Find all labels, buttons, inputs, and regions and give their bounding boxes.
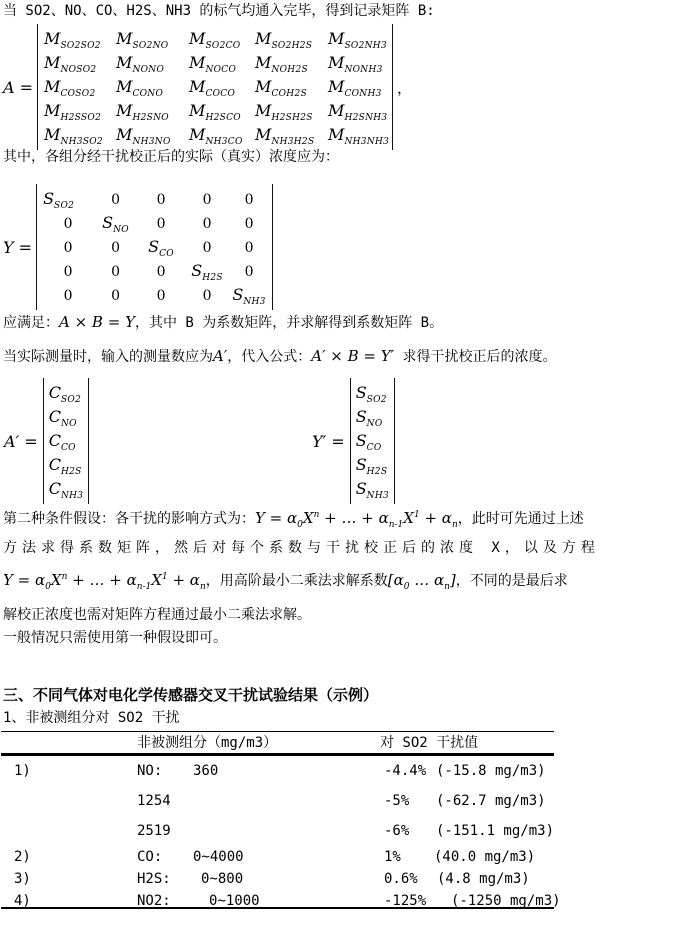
table-header-divider <box>1 753 554 756</box>
matrix-a-comma: ， <box>397 78 413 97</box>
matrix-cell: $M_{H2SNO}$ <box>116 101 169 124</box>
assumption-post2: ，不同的是最后求 <box>455 573 568 589</box>
matrix-cell: 0 <box>244 216 254 232</box>
matrix-cell: $M_{COSO2}$ <box>44 77 96 100</box>
vector-cell: $C_{CO}$ <box>48 431 76 454</box>
matrix-cell: $S_{NO}$ <box>102 213 129 236</box>
matrix-cell: $M_{SO2NO}$ <box>116 29 169 52</box>
paragraph-assumption-line4: 解校正浓度也需对矩阵方程通过最小二乘法求解。 <box>3 607 311 623</box>
condition-post: ，其中 B 为系数矩阵，并求解得到系数矩阵 B。 <box>134 315 444 331</box>
matrix-cell: $M_{NONO}$ <box>116 53 165 76</box>
row-number: 2) <box>14 849 31 865</box>
matrix-cell: $S_{SO2}$ <box>43 189 75 212</box>
measurement-t1: 当实际测量时，输入的测量数应为 <box>3 349 213 365</box>
paragraph-assumption-line1 <box>3 507 584 534</box>
vector-cell: $S_{NH3}$ <box>355 479 390 502</box>
matrix-cell: $M_{NH3SO2}$ <box>44 125 103 148</box>
matrix-y <box>36 184 273 310</box>
matrix-cell: $S_{NH3}$ <box>232 285 266 308</box>
matrix-cell: $M_{SO2H2S}$ <box>255 29 313 52</box>
matrix-cell: 0 <box>156 192 166 208</box>
matrix-cell: $M_{CONH3}$ <box>328 77 382 100</box>
measurement-t2: ，代入公式： <box>227 349 312 365</box>
matrix-cell: 0 <box>63 240 73 256</box>
matrix-cell: $M_{SO2SO2}$ <box>44 29 101 52</box>
matrix-y-block <box>3 184 273 310</box>
matrix-cell: 0 <box>156 264 166 280</box>
vector-cell: $S_{SO2}$ <box>355 383 387 406</box>
formula-coefficients: [$\alpha_0$ … $\alpha_n$] <box>387 571 456 592</box>
paragraph-assumption-line3 <box>3 569 568 596</box>
measurement-t3: 求得干扰校正后的浓度。 <box>394 349 557 365</box>
matrix-cell: $M_{COH2S}$ <box>255 77 307 100</box>
matrix-cell: 0 <box>202 240 212 256</box>
matrix-cell: 0 <box>156 216 166 232</box>
gas-label: NO2: <box>137 893 171 909</box>
matrix-cell: $M_{NOSO2}$ <box>44 53 97 76</box>
vector-y <box>350 378 395 504</box>
vector-cell: $S_{NO}$ <box>355 407 383 430</box>
matrix-cell: $M_{H2SCO}$ <box>189 101 241 124</box>
matrix-a-block <box>3 24 412 150</box>
row-number: 3) <box>14 871 31 887</box>
gas-label: CO: <box>137 849 163 865</box>
paragraph-measurement <box>3 348 556 366</box>
matrix-cell: $M_{CONO}$ <box>116 77 164 100</box>
matrix-cell: $M_{SO2CO}$ <box>189 29 241 52</box>
vector-cell: $S_{CO}$ <box>355 431 382 454</box>
vector-cell: $C_{H2S}$ <box>48 455 82 478</box>
matrix-cell: $S_{H2S}$ <box>191 261 223 284</box>
matrix-cell: 0 <box>63 264 73 280</box>
interference-pct: -6% <box>384 823 410 839</box>
matrix-cell: 0 <box>111 264 121 280</box>
matrix-cell: $M_{COCO}$ <box>189 77 236 100</box>
matrix-cell: 0 <box>244 240 254 256</box>
matrix-a-label: A = <box>3 77 34 97</box>
formula-axb: A × B = Y <box>59 313 135 331</box>
matrix-cell: $M_{SO2NH3}$ <box>328 29 387 52</box>
interference-pct: 1% <box>384 849 401 865</box>
matrix-cell: $M_{NH3H2S}$ <box>255 125 315 148</box>
paragraph-assumption-line2: 方法求得系数矩阵，然后对每个系数与干扰校正后的浓度 X，以及方程 <box>3 540 600 556</box>
matrix-cell: $M_{NONH3}$ <box>328 53 383 76</box>
vector-y-block <box>312 378 395 504</box>
row-number: 1) <box>14 763 31 779</box>
matrix-cell: 0 <box>111 288 121 304</box>
interference-pct: 0.6% <box>384 871 418 887</box>
vector-y-label: Y′ = <box>312 431 345 451</box>
matrix-cell: $M_{H2SSO2}$ <box>44 101 102 124</box>
interference-abs: (-62.7 mg/m3) <box>436 793 546 809</box>
gas-label: 1254 <box>137 793 171 809</box>
row-number: 4) <box>14 893 31 909</box>
matrix-cell: 0 <box>111 192 121 208</box>
matrix-a <box>37 24 393 150</box>
vector-cell: $C_{NH3}$ <box>48 479 84 502</box>
interference-pct: -125% <box>384 893 427 909</box>
section-subheading: 1、非被测组分对 SO2 干扰 <box>3 710 180 726</box>
matrix-cell: $M_{NH3CO}$ <box>189 125 243 148</box>
vector-a-label: A′ = <box>4 431 38 451</box>
formula-a-prime-b: A′ × B = Y′ <box>311 347 395 365</box>
formula-polynomial: $Y = \alpha_0X^n$ + … + $\alpha_{n-1}X^1 + \alpha_n$ <box>255 509 458 530</box>
section-heading: 三、不同气体对电化学传感器交叉干扰试验结果（示例） <box>3 686 379 704</box>
formula-polynomial: $Y = \alpha_0X^n$ + … + $\alpha_{n-1}X^1 + \alpha_n$ <box>3 571 206 592</box>
concentration: 0~800 <box>201 871 244 887</box>
paragraph-condition <box>3 314 443 332</box>
vector-cell: $C_{SO2}$ <box>48 383 82 406</box>
paragraph-general-case: 一般情况只需使用第一种假设即可。 <box>3 630 227 646</box>
interference-pct: -4.4% <box>384 763 427 779</box>
matrix-cell: $M_{NOCO}$ <box>189 53 237 76</box>
matrix-cell: 0 <box>244 192 254 208</box>
matrix-cell: 0 <box>202 288 212 304</box>
paragraph-corrected-concentration: 其中，各组分经干扰校正后的实际（真实）浓度应为： <box>3 149 339 165</box>
gas-label: 2519 <box>137 823 171 839</box>
gas-label: H2S: <box>137 871 171 887</box>
matrix-cell: 0 <box>202 216 212 232</box>
matrix-y-label: Y = <box>3 237 33 257</box>
col-header-interference: 对 SO2 干扰值 <box>380 735 479 751</box>
paragraph-intro: 当 SO2、NO、CO、H2S、NH3 的标气均通入完毕，得到记录矩阵 B: <box>3 3 435 19</box>
matrix-cell: $M_{NOH2S}$ <box>255 53 308 76</box>
matrix-cell: $M_{H2SH2S}$ <box>255 101 313 124</box>
interference-table <box>1 731 561 909</box>
matrix-cell: 0 <box>244 264 254 280</box>
matrix-cell: $M_{NH3NH3}$ <box>328 125 390 148</box>
interference-pct: -5% <box>384 793 410 809</box>
vector-cell: $C_{NO}$ <box>48 407 77 430</box>
matrix-cell: 0 <box>111 240 121 256</box>
vector-a <box>43 378 90 504</box>
matrix-cell: $M_{NH3NO}$ <box>116 125 171 148</box>
formula-a-prime: A′ <box>213 347 228 365</box>
interference-abs: (4.8 mg/m3) <box>437 871 530 887</box>
concentration: 360 <box>193 763 219 779</box>
interference-abs: (-1250 mg/m3) <box>451 893 561 909</box>
interference-abs: (-151.1 mg/m3) <box>436 823 555 839</box>
vector-cell: $S_{H2S}$ <box>355 455 388 478</box>
gas-label: NO: <box>137 763 163 779</box>
assumption-post: ，此时可先通过上述 <box>457 511 584 527</box>
assumption-pre: 第二种条件假设：各干扰的影响方式为： <box>3 511 255 527</box>
matrix-cell: $M_{H2SNH3}$ <box>328 101 388 124</box>
matrix-cell: $S_{CO}$ <box>148 237 174 260</box>
vector-a-block <box>4 378 89 504</box>
col-header-component: 非被测组分（mg/m3） <box>137 735 278 751</box>
interference-abs: (40.0 mg/m3) <box>434 849 536 865</box>
concentration: 0~1000 <box>209 893 260 909</box>
matrix-cell: 0 <box>202 192 212 208</box>
condition-pre: 应满足： <box>3 315 59 331</box>
concentration: 0~4000 <box>193 849 244 865</box>
matrix-cell: 0 <box>63 216 73 232</box>
interference-abs: (-15.8 mg/m3) <box>436 763 546 779</box>
matrix-cell: 0 <box>156 288 166 304</box>
matrix-cell: 0 <box>63 288 73 304</box>
assumption-mid: ，用高阶最小二乘法求解系数 <box>205 573 388 589</box>
